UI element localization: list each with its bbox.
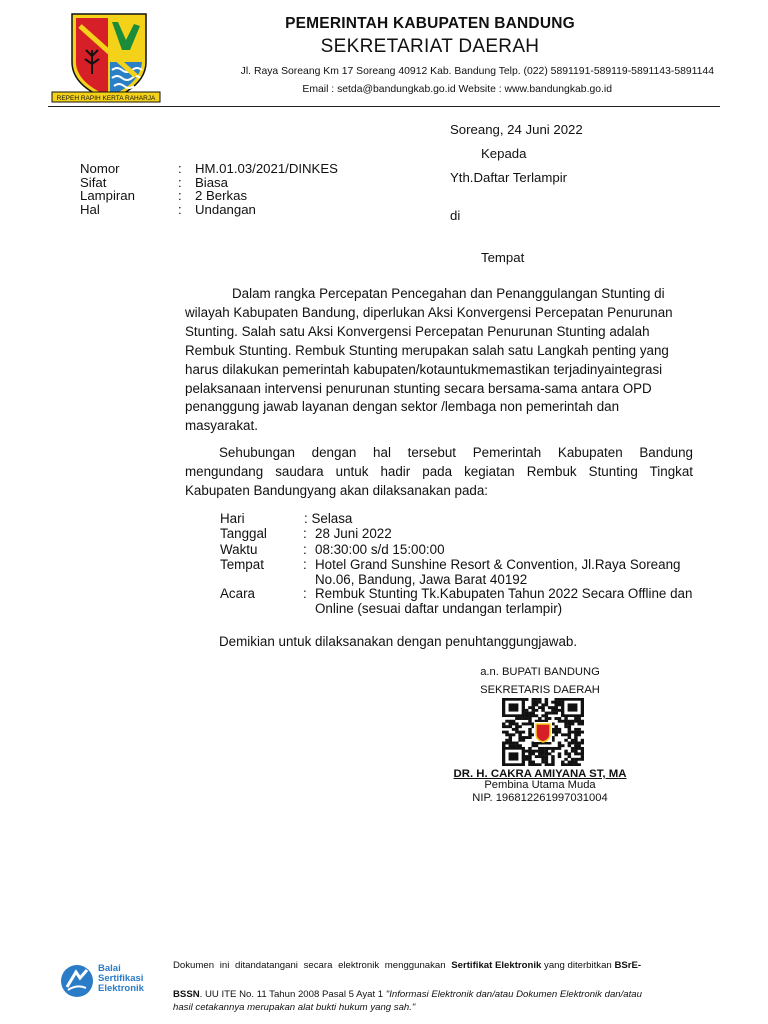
meta-colon: : (178, 175, 182, 190)
detail-value: Rembuk Stunting Tk.Kabupaten Tahun 2022 Secara Offline dan Online (sesuai daftar undangan terlampir) (315, 586, 693, 616)
meta-colon: : (178, 161, 182, 176)
header-divider (48, 106, 720, 107)
logo-motto: REPEH RAPIH KERTA RAHARJA (56, 95, 156, 102)
detail-label: Tempat (220, 557, 264, 572)
detail-value: : Selasa (304, 511, 353, 526)
header-address: Jl. Raya Soreang Km 17 Soreang 40912 Kab. Bandung Telp. (022) 5891191-589119-5891143-5891144 (240, 66, 714, 77)
recipient-yth: Yth.Daftar Terlampir (450, 170, 568, 185)
detail-label: Hari (220, 511, 245, 526)
signature-on-behalf: a.n. BUPATI BANDUNG (480, 666, 600, 678)
paragraph-text: Sehubungan dengan hal tersebut Pemerintah Kabupaten Bandung mengundang saudara untuk hadir pada kegiatan Rembuk Stunting Tingkat Kabupaten Bandungyang akan dilaksanakan pada: (185, 445, 693, 498)
letter-date: Soreang, 24 Juni 2022 (450, 122, 583, 137)
detail-value: 28 Juni 2022 (315, 526, 392, 541)
footer-text-bold: BSrE- (614, 960, 642, 971)
footer-text: Dokumen ini ditandatangani secara elektronik menggunakan (173, 960, 452, 971)
meta-label: Nomor (80, 161, 120, 176)
footer-line-3 (173, 999, 710, 1016)
bsre-logo-circle (61, 965, 93, 997)
header-title: PEMERINTAH KABUPATEN BANDUNG (285, 15, 575, 32)
body-paragraph-2 (185, 444, 693, 501)
signatory-name: DR. H. CAKRA AMIYANA ST, MA (453, 768, 627, 780)
footer-text-italic: "Informasi Elektronik dan/atau Dokumen Elektronik dan/atau (385, 989, 642, 1000)
footer-text-italic: hasil cetakannya merupakan alat bukti hukum yang sah." (173, 1002, 416, 1013)
detail-value: Hotel Grand Sunshine Resort & Convention, Jl.Raya Soreang No.06, Bandung, Jawa Barat 40192 (315, 557, 681, 587)
meta-label: Sifat (80, 175, 107, 190)
meta-label: Lampiran (80, 188, 135, 203)
detail-colon: : (303, 542, 307, 557)
meta-value: 2 Berkas (195, 188, 248, 203)
bsre-logo (58, 960, 168, 1002)
paragraph-text: Dalam rangka Percepatan Pencegahan dan Penanggulangan Stunting di wilayah Kabupaten Bandung, diperlukan Aksi Konvergensi Percepatan Penurunan Stunting. Salah satu Aksi Konvergensi Percepatan Penurunan Stunting adalah Rembuk Stunting. Rembuk Stunting merupakan salah satu Langkah penting yang harus dilakukan pemerintah kabupaten/kotauntukmemastikan terjadinyaintegrasi pelaksanaan intervensi penurunan stunting secara bersama-sama antara OPD penanggung jawab layanan dengan sektor /lembaga non pemerintah dan masyarakat. (185, 286, 673, 434)
signatory-nip: NIP. 196812261997031004 (472, 792, 608, 804)
detail-value: 08:30:00 s/d 15:00:00 (315, 542, 445, 557)
footer-line-1 (173, 957, 710, 974)
detail-label: Tanggal (220, 526, 267, 541)
recipient-tempat: Tempat (481, 250, 525, 265)
signatory-rank: Pembina Utama Muda (484, 779, 596, 791)
footer-text: yang diterbitkan (541, 960, 615, 971)
meta-value: Biasa (195, 175, 228, 190)
closing-sentence: Demikian untuk dilaksanakan dengan penuhtanggungjawab. (219, 634, 578, 649)
detail-colon: : (303, 586, 307, 601)
meta-value: Undangan (195, 202, 256, 217)
header-subtitle: SEKRETARIAT DAERAH (320, 36, 540, 57)
meta-value: HM.01.03/2021/DINKES (195, 161, 338, 176)
recipient-di: di (450, 208, 461, 223)
footer-text-bold: BSSN (173, 989, 200, 1000)
footer-text: . UU ITE No. 11 Tahun 2008 Pasal 5 Ayat 1 (199, 989, 386, 1000)
detail-colon: : (303, 526, 307, 541)
detail-label: Waktu (220, 542, 258, 557)
detail-colon: : (303, 557, 307, 572)
footer-text-bold: Sertifikat Elektronik (451, 960, 542, 971)
kabupaten-bandung-coat-of-arms (50, 10, 162, 106)
header-contact: Email : setda@bandungkab.go.id Website : www.bandungkab.go.id (302, 84, 612, 95)
meta-colon: : (178, 188, 182, 203)
meta-colon: : (178, 202, 182, 217)
body-paragraph-1 (185, 285, 693, 436)
detail-label: Acara (220, 586, 255, 601)
recipient-kepada: Kepada (481, 146, 527, 161)
meta-label: Hal (80, 202, 100, 217)
signature-position: SEKRETARIS DAERAH (480, 684, 600, 696)
signature-qr-code (502, 698, 584, 766)
bsre-logo-name: Balai Sertifikasi Elektronik (98, 963, 144, 994)
